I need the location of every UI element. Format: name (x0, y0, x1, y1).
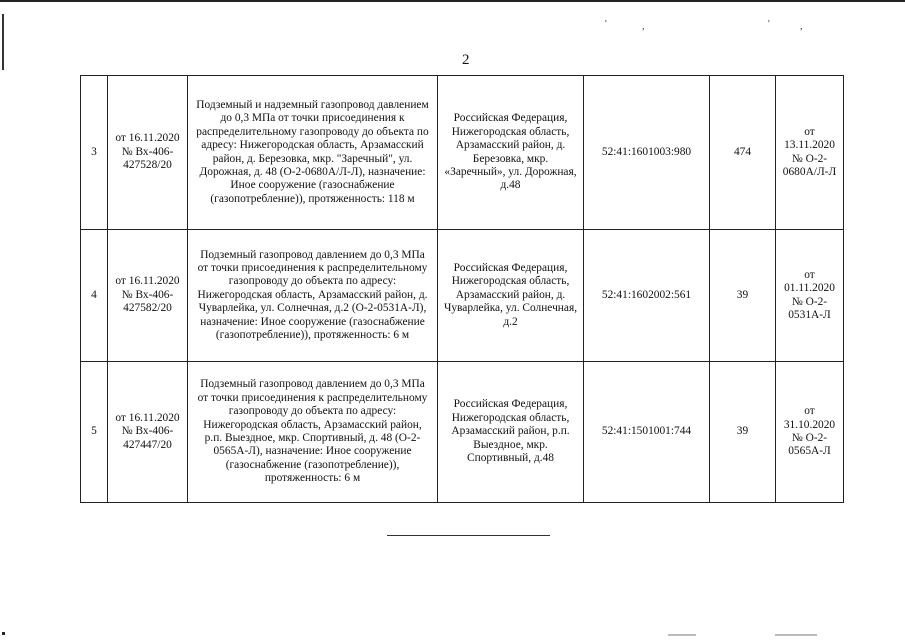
area-cell: 39 (710, 230, 776, 362)
scan-smudge (668, 634, 696, 636)
request-reference-cell: от 16.11.2020 № Вх-406-427528/20 (108, 76, 188, 230)
scan-speck: ' (768, 19, 770, 30)
cadastral-number-cell: 52:41:1501001:744 (584, 362, 710, 503)
address-cell: Российская Федерация, Нижегородская область, Арзамасский район, д. Чуварлейка, ул. Солнечная, д.2 (438, 230, 584, 362)
scan-speck: ' (605, 19, 607, 30)
object-description-cell: Подземный и надземный газопровод давлением до 0,3 МПа от точки присоединения к распределительному газопроводу до объекта по адресу: Нижегородская область, Арзамасский район, д. Березовка, мкр. "Заречный", ул. Дорожная, д. 48 (О-2-0680А/Л-Л), назначение: Иное сооружение (газоснабжение (газопотребление)), протяженность: 118 м (188, 76, 438, 230)
scan-left-edge-mark (2, 14, 4, 70)
address-cell: Российская Федерация, Нижегородская область, Арзамасский район, д. Березовка, мкр. «Заречный», ул. Дорожная, д.48 (438, 76, 584, 230)
row-number-cell: 5 (81, 362, 108, 503)
table-row (81, 362, 844, 503)
table-row (81, 76, 844, 230)
cadastral-number-cell: 52:41:1601003:980 (584, 76, 710, 230)
object-description-cell: Подземный газопровод давлением до 0,3 МПа от точки присоединения к распределительному газопроводу до объекта по адресу: Нижегородская область, Арзамасский район, р.п. Выездное, мкр. Спортивный, д. 48 (О-2-0565А-Л), назначение: Иное сооружение (газоснабжение (газопотребление)), протяженность: 6 м (188, 362, 438, 503)
object-description-cell: Подземный газопровод давлением до 0,3 МПа от точки присоединения к распределительному газопроводу до объекта по адресу: Нижегородская область, Арзамасский район, д. Чуварлейка, ул. Солнечная, д.2 (О-2-0531А-Л), назначение: Иное сооружение (газоснабжение (газопотребление)), протяженность: 6 м (188, 230, 438, 362)
row-number-cell: 3 (81, 76, 108, 230)
table-row (81, 230, 844, 362)
request-reference-cell: от 16.11.2020 № Вх-406-427447/20 (108, 362, 188, 503)
decision-cell: от 01.11.2020 № О-2-0531А-Л (776, 230, 844, 362)
decision-cell: от 31.10.2020 № О-2-0565А-Л (776, 362, 844, 503)
cadastral-number-cell: 52:41:1602002:561 (584, 230, 710, 362)
area-cell: 474 (710, 76, 776, 230)
scan-speck: , (800, 21, 803, 32)
scan-speck: , (642, 21, 645, 32)
registry-table (80, 75, 844, 503)
area-cell: 39 (710, 362, 776, 503)
address-cell: Российская Федерация, Нижегородская область, Арзамасский район, р.п. Выездное, мкр. Спортивный, д.48 (438, 362, 584, 503)
decision-cell: от 13.11.2020 № О-2-0680А/Л-Л (776, 76, 844, 230)
scan-corner-mark (2, 632, 5, 635)
page-top-border (0, 0, 905, 2)
request-reference-cell: от 16.11.2020 № Вх-406-427582/20 (108, 230, 188, 362)
document-end-line (387, 535, 550, 536)
page-number: 2 (462, 52, 470, 68)
scan-smudge (775, 634, 817, 636)
row-number-cell: 4 (81, 230, 108, 362)
